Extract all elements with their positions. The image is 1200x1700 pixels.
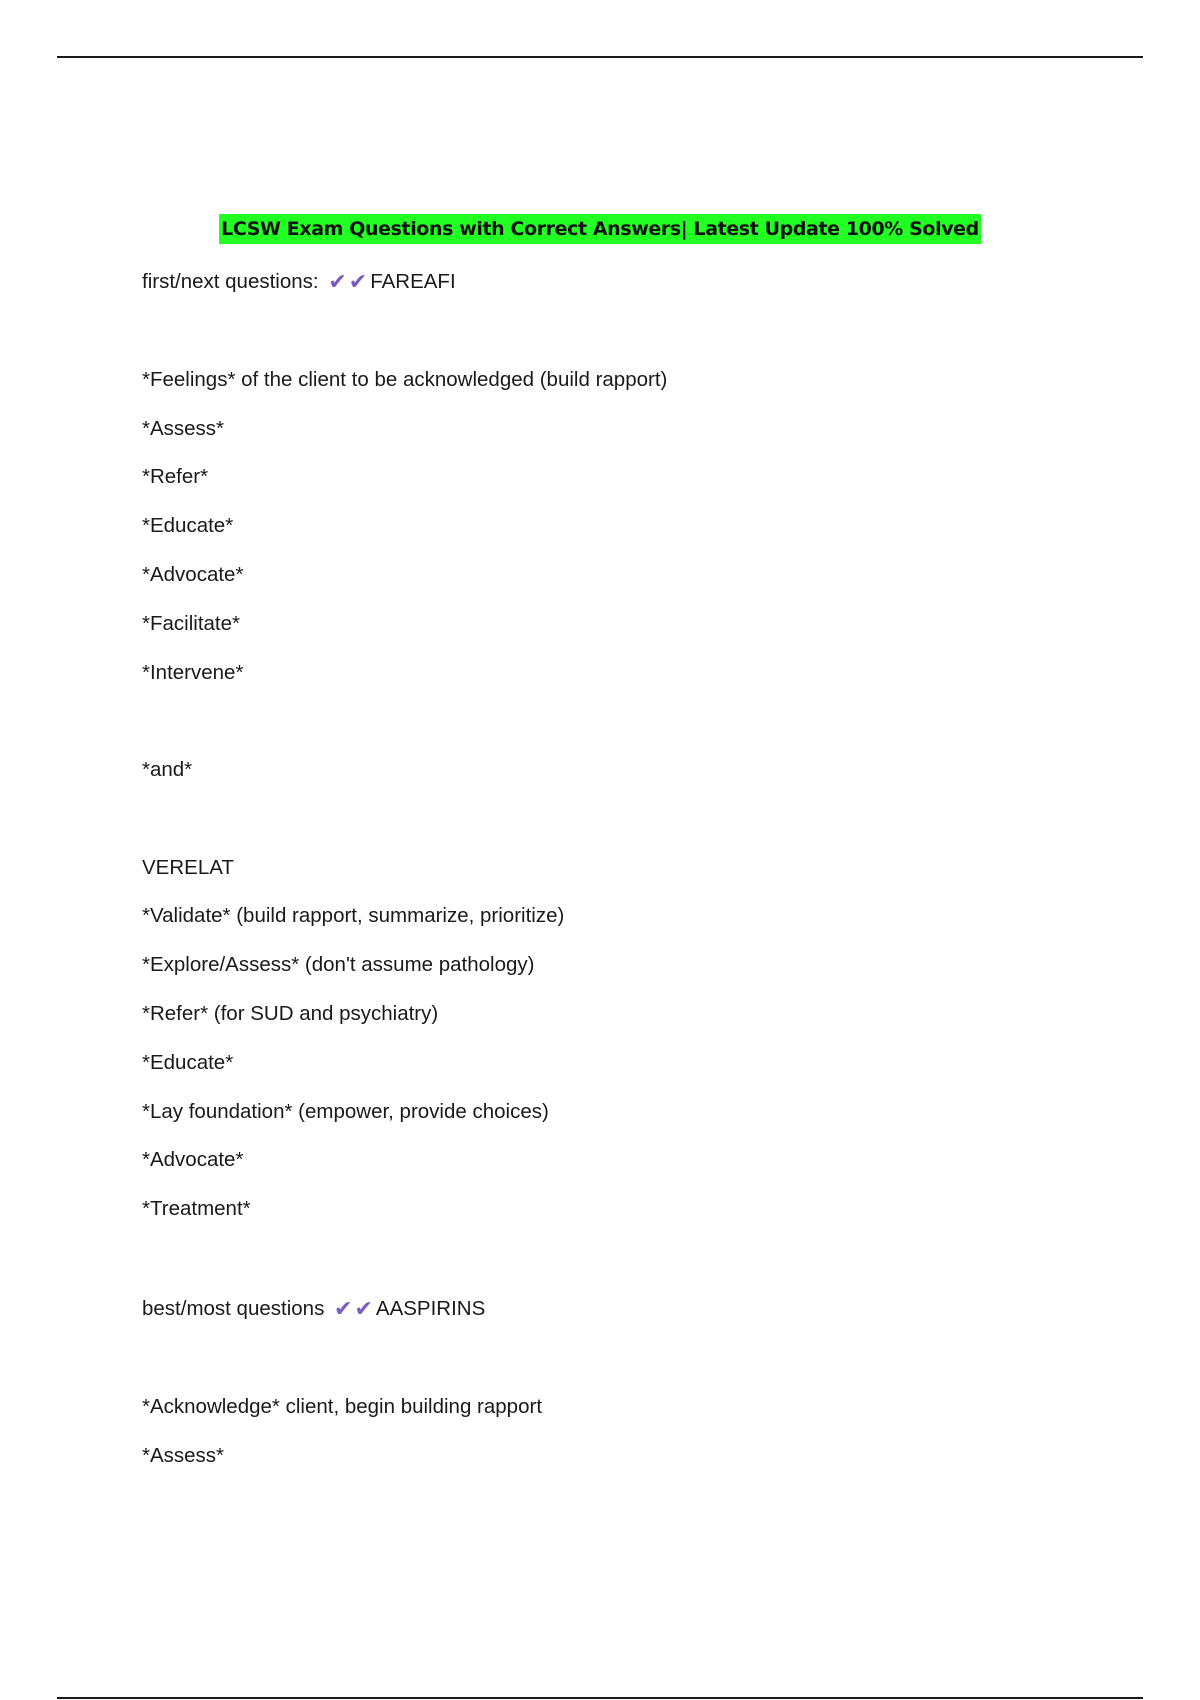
list-item: *Feelings* of the client to be acknowledged (build rapport): [142, 368, 668, 391]
title-container: [0, 214, 1200, 244]
check-icon: ✔: [348, 269, 368, 294]
question-best-most: [142, 1296, 485, 1322]
header-rule: [57, 56, 1143, 58]
list-item: *Assess*: [142, 1444, 225, 1467]
list-item: *Advocate*: [142, 1148, 244, 1171]
document-title: LCSW Exam Questions with Correct Answers| Latest Update 100% Solved: [219, 214, 981, 244]
check-icon: ✔: [334, 1296, 353, 1321]
question-first-next: [142, 269, 456, 295]
question-text: best/most questions: [142, 1297, 325, 1320]
question-text: first/next questions:: [142, 270, 319, 293]
list-item: *Treatment*: [142, 1197, 251, 1220]
list-item: *Facilitate*: [142, 612, 240, 635]
list-item: *Educate*: [142, 1051, 234, 1074]
list-item: *Validate* (build rapport, summarize, prioritize): [142, 904, 565, 927]
answer-text: FAREAFI: [370, 270, 456, 293]
footer-rule: [57, 1697, 1143, 1699]
and-separator: *and*: [142, 758, 193, 781]
check-icon: ✔: [354, 1296, 373, 1321]
list-item: *Educate*: [142, 514, 234, 537]
list-item: *Intervene*: [142, 661, 244, 684]
list-item: *Lay foundation* (empower, provide choices): [142, 1100, 549, 1123]
list-item: *Refer* (for SUD and psychiatry): [142, 1002, 439, 1025]
list-item: *Assess*: [142, 417, 225, 440]
answer-text: AASPIRINS: [375, 1297, 486, 1320]
list-item: *Refer*: [142, 465, 209, 488]
list-item: *Explore/Assess* (don't assume pathology): [142, 953, 535, 976]
list-item: *Acknowledge* client, begin building rapport: [142, 1395, 543, 1418]
check-icon: ✔: [328, 269, 347, 294]
list-item: *Advocate*: [142, 563, 244, 586]
mnemonic-heading: VERELAT: [142, 856, 234, 879]
